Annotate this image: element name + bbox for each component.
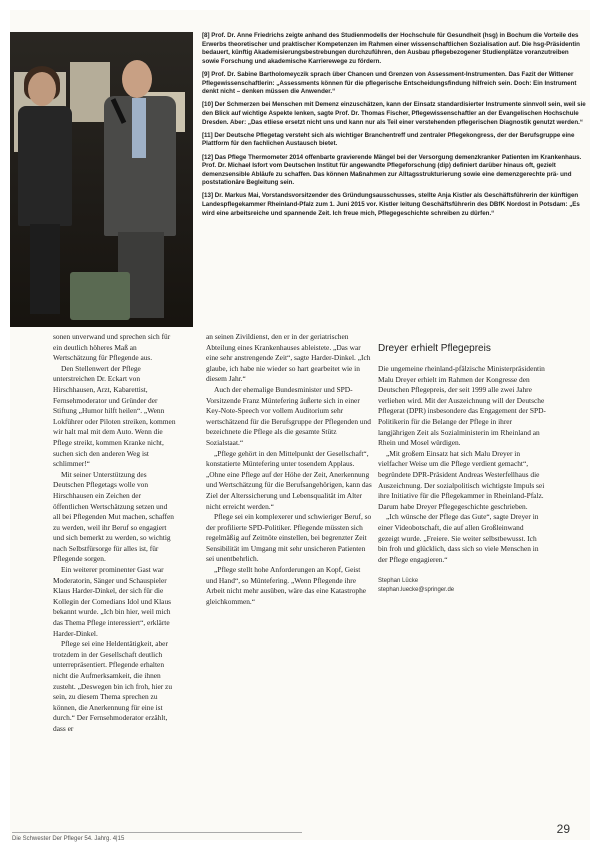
event-photo [10,32,193,327]
man-head [122,60,152,98]
woman-body [18,106,72,226]
paragraph: „Pflege gehört in den Mittelpunkt der Gesellschaft“, konstatierte Müntefering unter tosendem Applaus. „Ohne eine Pflege auf der Höhe der Zeit, Anerkennung und Wertschätzung für die Berufsangehörigen, kann das Ziel der Alterssicherung und Lebensqualität im Alter nicht erreicht werden.“ [206,448,372,511]
article-column-3 [378,332,546,595]
article-column-1 [53,332,176,735]
author-email[interactable]: stephan.luecke@springer.de [378,587,455,594]
paragraph: „Pflege stellt hohe Anforderungen an Kopf, Geist und Hand“, so Müntefering. „Wenn Pflegende ihre Arbeit nicht mehr ausüben, wäre das eine Katastrophe gleichkommen.“ [206,565,367,606]
section-heading: Dreyer erhielt Pflegepreis [378,343,491,354]
caption-11: [11] Der Deutsche Pflegetag versteht sich als wichtiger Branchentreff und zentraler Pflegekongress, der der Berufsgruppe eine Plattform für den fachlichen Austausch bietet. [202,131,575,148]
photo-captions [202,32,586,223]
stage-object [70,272,130,320]
page-number: 29 [556,822,570,836]
author-credit [378,577,546,595]
magazine-page [10,10,590,840]
caption-12: [12] Das Pflege Thermometer 2014 offenbarte gravierende Mängel bei der Versorgung demenzkranker Patienten im Krankenhaus. Prof. Dr. Michael Isfort vom Deutschen Institut für angewandte Pflegeforschung (dip) definiert darüber hinaus oft, gezielt demenzsensible Abläufe zu schaffen. Das können Maßnahmen zur Alltagsstrukturierung sowie eine demenzgerechte prä- und poststationäre Begleitung sein. [202,153,582,187]
paragraph: sonen unverwand und sprechen sich für ein deutlich höheres Maß an Wertschätzung für Pflegende aus. [53,332,171,363]
paragraph: Die ungemeine rheinland-pfälzische Ministerpräsidentin Malu Dreyer erhielt im Rahmen der Kongresse den Deutschen Pflegepreis, der seit 1999 alle zwei Jahre verliehen wird. Mit der Auszeichnung will der Deutsche Pflegerat (DPR) insbesondere das Engagement der SPD-Politikerin für die Belange der Pflege in ihrer langjährigen Zeit als Sozialministerin im Rheinland an Rhein und Mosel würdigen. [378,364,546,448]
caption-9: [9] Prof. Dr. Sabine Bartholomeyczik sprach über Chancen und Grenzen von Assessment-Instrumenten. Das Fazit der Wittener Pflegewissenschaftlerin: „Assessments können für die pflegerische Entscheidungsfindung hilfreich sein. Doch: Ein Instrument denkt nicht – denken müssen die Anwender.“ [202,70,577,96]
woman-head [28,72,56,106]
footer-divider [12,832,302,833]
paragraph: an seinen Zivildienst, den er in der geriatrischen Abteilung eines Krankenhauses ableistete. „Das war eine sehr anstrengende Zeit“, sagte Harder-Dinkel. „Ich glaube, ich habe nie wieder so hart gearbeitet wie in diesem Jahr.“ [206,332,371,384]
paragraph: Den Stellenwert der Pflege unterstreichen Dr. Eckart von Hirschhausen, Arzt, Kabarettist, Fernsehmoderator und Gründer der Stiftung „Humor hilft heilen“. „Wenn Lokführer oder Piloten streiken, kommen wir halt mal mit dem Auto. Wenn die Pflege streikt, kommen Kranke nicht, suchen sich den anderen Weg ist schlimmer!“ [53,363,176,469]
caption-13: [13] Dr. Markus Mai, Vorstandsvorsitzender des Gründungsausschusses, stellte Anja Kistler als Geschäftsführerin der künftigen Landespflegekammer Rheinland-Pfalz zum 1. Juni 2015 vor. Kistler leitung Geschäftsführerin des DBfK Nordost in Potsdam: „Es wird eine arbeitsreiche und spannende Zeit. Ich freue mich, Pflegegeschichte schreiben zu dürfen.“ [202,192,580,217]
caption-10: [10] Der Schmerzen bei Menschen mit Demenz einzuschätzen, kann der Einsatz standardisierter Instrumente sinnvoll sein, weil sie den Blick auf wichtige Aspekte lenken, sagte Prof. Dr. Thomas Fischer, Pflegewissenschaftler an der Evangelischen Hochschule Dresden. Aber: „Das etliese ersetzt nicht uns und kann nur als Teil einer verstehenden pflegerischen Diagnostik genutzt werden.“ [202,101,586,126]
journal-footer: Die Schwester Der Pfleger 54. Jahrg. 4|15 [12,836,125,842]
paragraph: Ein weiterer prominenter Gast war Moderatorin, Sänger und Schauspieler Klaus Harder-Dinkel, der sich für die Kollegin der Comedians Idol und Klaus bekannt wurde. „Ich bin hier, weil mich das Thema Pflege interessiert“, erklärte Harder-Dinkel. [53,565,172,638]
paragraph: Pflege sei eine Heldentätigkeit, aber trotzdem in der Gesellschaft deutlich unterrepräsentiert. Pflegende erhalten nicht die Aufmerksamkeit, die ihnen zusteht. „Deswegen bin ich froh, hier zu sein, zu diesem Thema sprechen zu können, die Anerkennung für eine ist durch.“ Der Fernsehmoderator erzählt, dass er [53,639,173,733]
paragraph: „Mit großem Einsatz hat sich Malu Dreyer in vielfacher Weise um die Pflege verdient gemacht“, begründete DPR-Präsident Andreas Westerfellhaus die Auszeichnung. Der sozialpolitisch wichtigste Impuls sei ihre Initiative für die Pflegekammer in Rheinland-Pfalz. Darum habe Dreyer Pflegegeschichte geschrieben. [378,448,545,511]
caption-8: [8] Prof. Dr. Anne Friedrichs zeigte anhand des Studienmodells der Hochschule für Gesundheit (hsg) in Bochum die Vorteile des Erwerbs theoretischer und praktischer Kompetenzen im Rahmen einer wissenschaftlichen Sozialisation auf. Die hsg-Präsidentin bedauert, künftig Akademisierungsbestrebungen durchzuführen, den Ausbau pflegebezogener Studienplätze voranzutreiben sowie Forschung und akademische Karrierewege zu fördern. [202,32,580,65]
author-name: Stephan Lücke [378,578,419,585]
paragraph: Pflege sei ein komplexerer und schwieriger Beruf, so der profilierte SPD-Politiker. Pflegende müssten sich regelmäßig auf Zeitnöte einstellen, bei begrenzter Zeit Sensibilität im Umgang mit sehr unsicheren Patienten sei unentbehrlich. [206,512,372,564]
paragraph: „Ich wünsche der Pflege das Gute“, sagte Dreyer in einer Videobotschaft, die auf allen Großleinwand gezeigt wurde. „Freiere. Sie weiter selbstbewusst. Ich bin froh und glücklich, dass sich so viele Menschen in der Pflege engagieren.“ [378,512,539,564]
paragraph: Auch der ehemalige Bundesminister und SPD-Vorsitzende Franz Müntefering äußerte sich in einer Key-Note-Speech vor vollem Auditorium sehr wertschätzend für die Berufsgruppe der Pflegenden und bezeichnete die Pflege als die gesamte Stütz Sozialstaat.“ [206,384,371,447]
man-shirt [132,98,146,158]
woman-legs [30,224,60,314]
article-column-2 [206,332,372,607]
paragraph: Mit seiner Unterstützung des Deutschen Pflegetags wolle von Hirschhausen ein Zeichen der öffentlichen Wertschätzung setzen und all bei Pflegenden Mut machen, schaffen zu werden, weil ihr Beruf so engagiert und sich bemerkt zu werden, so wichtig nach Selbstfürsorge für alles ist, für Pflegende sorgen. [53,469,174,564]
